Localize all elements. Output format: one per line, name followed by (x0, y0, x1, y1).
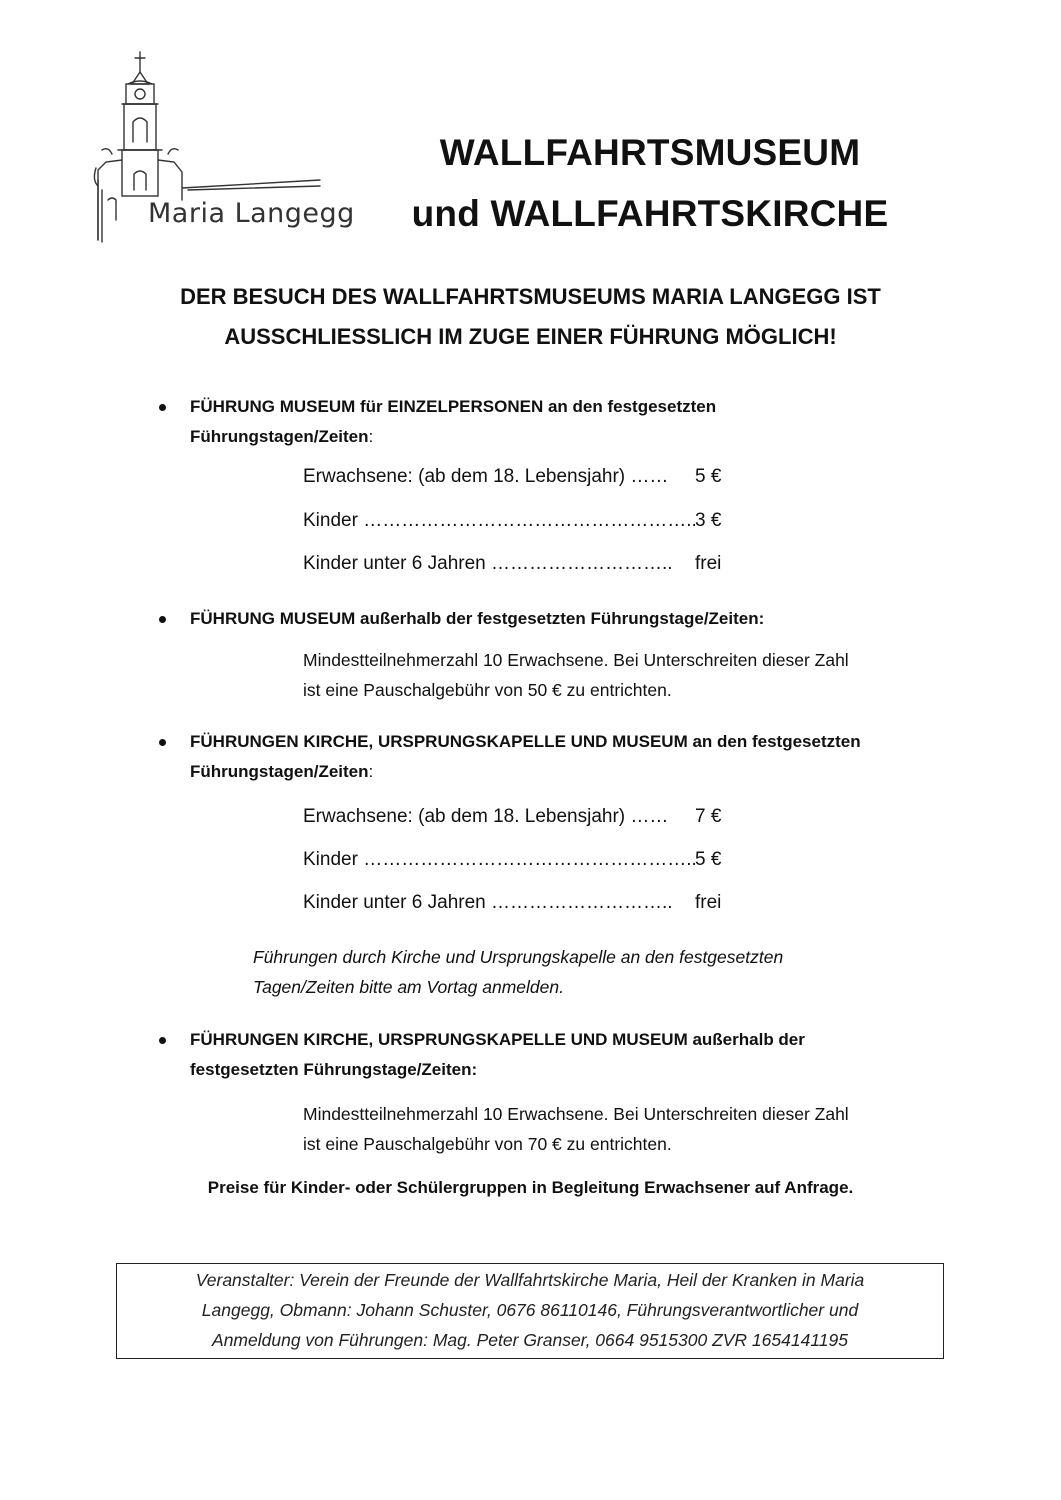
price-label: Kinder unter 6 Jahren ……………………….. (303, 892, 673, 913)
section-2-text-line-1: Mindestteilnehmerzahl 10 Erwachsene. Bei Unterschreiten dieser Zahl (303, 650, 849, 670)
section-4-heading-line-1: FÜHRUNGEN KIRCHE, URSPRUNGSKAPELLE UND MUSEUM außerhalb der (190, 1030, 805, 1049)
organizer-info-line-2: Langegg, Obmann: Johann Schuster, 0676 86110146, Führungsverantwortlicher und (201, 1300, 859, 1320)
section-4-heading-line-2: festgesetzten Führungstage/Zeiten: (190, 1060, 478, 1079)
section-2-text-line-2: ist eine Pauschalgebühr von 50 € zu entrichten. (303, 680, 672, 700)
section-2-heading: FÜHRUNG MUSEUM außerhalb der festgesetzten Führungstage/Zeiten: (190, 609, 765, 628)
bullet-icon (159, 739, 166, 746)
logo-text: Maria Langegg (148, 198, 355, 229)
price-label: Kinder unter 6 Jahren ……………………….. (303, 553, 673, 574)
price-value: 5 € (695, 466, 722, 487)
section-3-heading-line-1: FÜHRUNGEN KIRCHE, URSPRUNGSKAPELLE UND MUSEUM an den festgesetzten (190, 732, 861, 751)
section-3-note-line-1: Führungen durch Kirche und Ursprungskapelle an den festgesetzten (253, 947, 784, 967)
price-value: frei (695, 553, 722, 574)
price-label: Erwachsene: (ab dem 18. Lebensjahr) …… (303, 806, 669, 827)
notice-line-2: AUSSCHLIESSLICH IM ZUGE EINER FÜHRUNG MÖGLICH! (224, 324, 837, 349)
group-pricing-note: Preise für Kinder- oder Schülergruppen in Begleitung Erwachsener auf Anfrage. (207, 1178, 854, 1197)
section-4-text-line-1: Mindestteilnehmerzahl 10 Erwachsene. Bei Unterschreiten dieser Zahl (303, 1104, 849, 1124)
price-label: Kinder …………………………………………….. (303, 849, 697, 870)
page-title-line-2: und WALLFAHRTSKIRCHE (411, 193, 889, 234)
bullet-icon (159, 404, 166, 411)
bullet-icon (159, 1037, 166, 1044)
price-value: frei (695, 892, 722, 913)
notice-line-1: DER BESUCH DES WALLFAHRTSMUSEUMS MARIA LANGEGG IST (180, 284, 881, 309)
price-value: 5 € (695, 849, 722, 870)
section-1-heading-line-1: FÜHRUNG MUSEUM für EINZELPERSONEN an den festgesetzten (190, 397, 717, 416)
bullet-icon (159, 616, 166, 623)
organizer-info-line-3: Anmeldung von Führungen: Mag. Peter Granser, 0664 9515300 ZVR 1654141195 (212, 1330, 848, 1350)
price-label: Erwachsene: (ab dem 18. Lebensjahr) …… (303, 466, 669, 487)
section-3-heading-line-2: Führungstagen/Zeiten: (190, 762, 374, 781)
price-label: Kinder …………………………………………….. (303, 510, 697, 531)
section-3-note-line-2: Tagen/Zeiten bitte am Vortag anmelden. (253, 977, 564, 997)
page-title-line-1: WALLFAHRTSMUSEUM (439, 132, 861, 173)
price-value: 7 € (695, 806, 722, 827)
section-1-heading-line-2: Führungstagen/Zeiten: (190, 427, 374, 446)
price-value: 3 € (695, 510, 722, 531)
section-4-text-line-2: ist eine Pauschalgebühr von 70 € zu entrichten. (303, 1134, 672, 1154)
organizer-info-line-1: Veranstalter: Verein der Freunde der Wallfahrtskirche Maria, Heil der Kranken in Maria (195, 1270, 865, 1290)
